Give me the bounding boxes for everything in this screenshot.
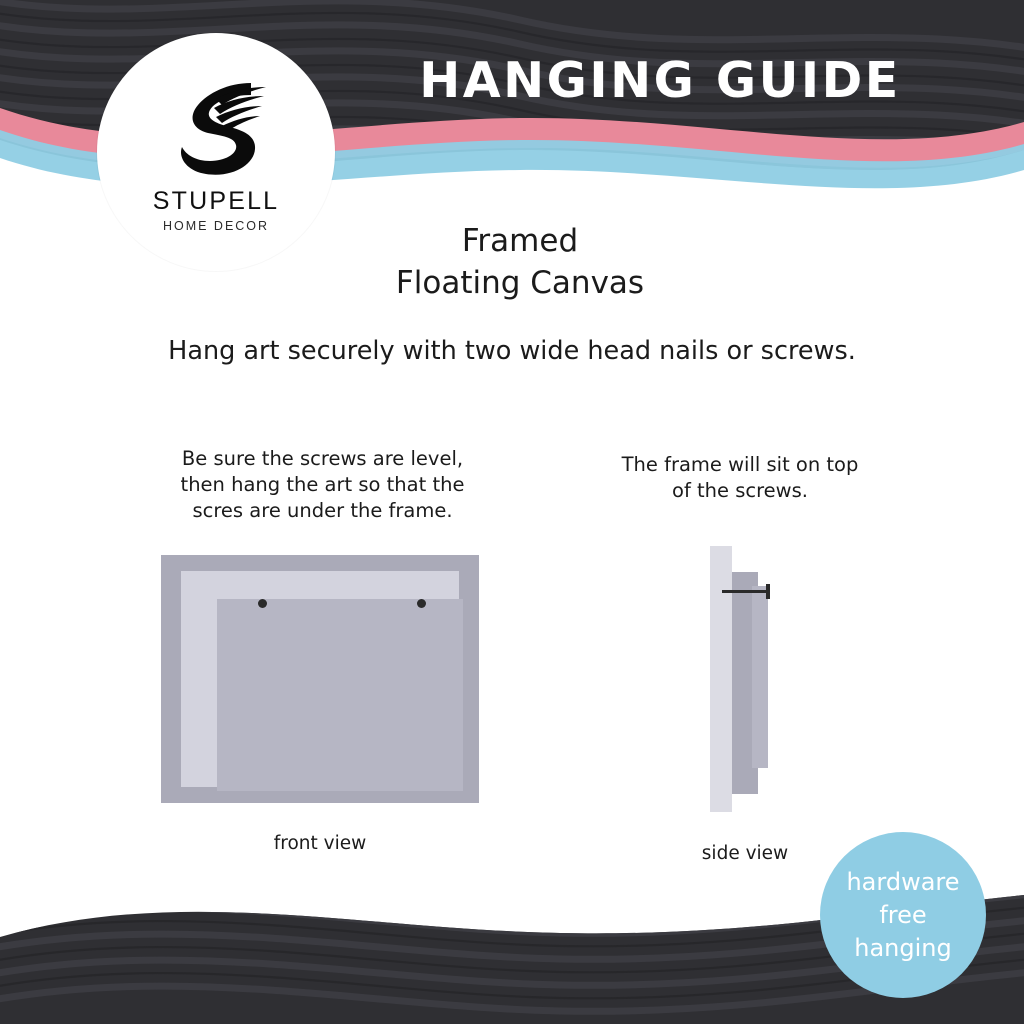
front-view-label: front view	[273, 833, 367, 854]
front-view-diagram	[161, 555, 479, 803]
hardware-free-hanging-badge	[820, 832, 986, 998]
side-view-frame-edge	[752, 586, 768, 768]
side-view-diagram	[710, 546, 780, 812]
side-view-caption	[590, 452, 890, 504]
screw-dot-left-icon	[258, 599, 267, 608]
stupell-swirl-logo-icon	[156, 75, 276, 185]
badge-line3: hanging	[854, 933, 952, 962]
badge-line2: free	[879, 900, 927, 929]
side-view-caption-line2: of the screws.	[672, 479, 808, 502]
logo-tagline: HOME DECOR	[162, 219, 270, 233]
side-view-caption-line1: The frame will sit on top	[621, 453, 859, 476]
side-view-wall	[710, 546, 732, 812]
brand-logo-badge	[97, 33, 335, 271]
product-name-line1: Framed	[461, 223, 579, 259]
front-view-caption	[140, 446, 505, 524]
screw-head-icon	[766, 584, 770, 599]
front-view-canvas	[217, 599, 463, 791]
front-view-caption-line2: then hang the art so that the	[180, 473, 465, 496]
logo-brand-name: STUPELL	[152, 187, 280, 215]
product-name-line2: Floating Canvas	[395, 265, 645, 301]
page-title: HANGING GUIDE	[419, 52, 901, 109]
main-instruction: Hang art securely with two wide head nails or screws.	[168, 336, 856, 366]
front-view-caption-line3: scres are under the frame.	[192, 499, 453, 522]
side-view-label: side view	[701, 843, 789, 864]
screw-shaft-icon	[722, 590, 770, 593]
front-view-mat	[181, 571, 459, 787]
badge-line1: hardware	[846, 867, 960, 896]
front-view-caption-line1: Be sure the screws are level,	[181, 447, 464, 470]
screw-dot-right-icon	[417, 599, 426, 608]
product-name	[340, 220, 700, 304]
